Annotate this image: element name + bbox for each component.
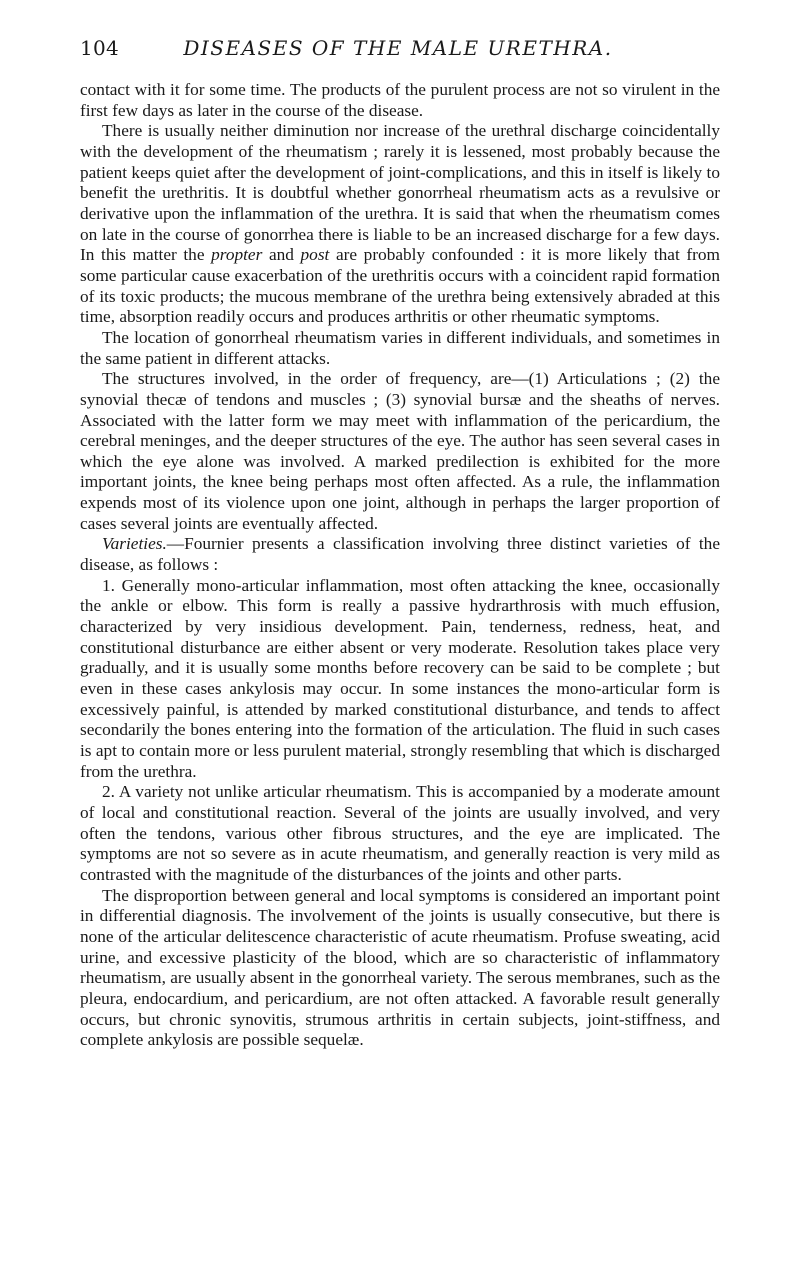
section-label: Varieties. <box>102 534 167 554</box>
paragraph-text: are probably confounded : it is more likely that from some particular cause exacerbation of the urethritis occurs with a coincident rapid formation of its toxic products; the mucous membrane of the urethra being extensively abraded at this time, absorption readily occurs and produces arthritis or other rheumatic symptoms. <box>80 245 720 327</box>
paragraph: The structures involved, in the order of frequency, are—(1) Articulations ; (2) the synovial thecæ of tendons and muscles ; (3) synovial bursæ and the sheaths of nerves. Associated with the latter form we may meet with inflammation of the pericardium, the cerebral meninges, and the deeper structures of the eye. The author has seen several cases in which the eye alone was involved. A marked predilection is exhibited for the more important joints, the knee being perhaps most often affected. As a rule, the inflammation expends most of its violence upon one joint, although in perhaps the larger proportion of cases several joints are eventually affected. <box>80 369 720 533</box>
page-number: 104 <box>80 36 120 60</box>
page-header <box>80 34 716 64</box>
paragraph: 1. Generally mono-articular inflammation, most often attacking the knee, occasionally the ankle or elbow. This form is really a passive hydrarthrosis with much effusion, characterized by very insidious development. Pain, tenderness, redness, heat, and constitutional disturbance are either absent or very moderate. Resolution takes place very gradually, and it is usually some months before recovery can be said to be complete ; but even in these cases ankylosis may occur. In some instances the mono-articular form is excessively painful, is attended by marked constitutional disturbance, and tends to affect secondarily the bones entering into the formation of the articulation. The fluid in such cases is apt to contain more or less purulent material, strongly resembling that which is discharged from the urethra. <box>80 575 720 781</box>
body-text <box>80 80 720 1051</box>
paragraph: contact with it for some time. The products of the purulent process are not so virulent in the first few days as later in the course of the disease. <box>80 80 720 120</box>
paragraph-text: —Fournier presents a classification involving three distinct varieties of the disease, as follows : <box>80 534 720 575</box>
paragraph <box>80 534 720 575</box>
paragraph: The disproportion between general and local symptoms is considered an important point in differential diagnosis. The involvement of the joints is usually consecutive, but there is none of the articular delitescence characteristic of acute rheumatism. Profuse sweating, acid urine, and excessive plasticity of the blood, which are so characteristic of inflammatory rheumatism, are usually absent in the gonorrheal variety. The serous membranes, such as the pleura, endocardium, and pericardium, are not often attacked. A favorable result generally occurs, but chronic synovitis, strumous arthritis in certain subjects, joint-stiffness, and complete ankylosis are possible sequelæ. <box>80 885 720 1050</box>
running-title: DISEASES OF THE MALE URETHRA. <box>183 36 613 60</box>
italic-term: post <box>300 245 330 265</box>
paragraph: 2. A variety not unlike articular rheumatism. This is accompanied by a moderate amount of local and constitutional reaction. Several of the joints are usually involved, and very often the tendons, various other fibrous structures, and the eye are implicated. The symptoms are not so severe as in acute rheumatism, and generally reaction is very mild as contrasted with the magnitude of the disturbances of the joints and other parts. <box>80 782 720 884</box>
paragraph: The location of gonorrheal rheumatism varies in different individuals, and sometimes in the same patient in different attacks. <box>80 327 720 368</box>
paragraph-text: and <box>268 245 294 265</box>
italic-term: propter <box>211 245 263 265</box>
paragraph <box>80 121 720 328</box>
paragraph-text: There is usually neither diminution nor increase of the urethral discharge coincidentally with the development of the rheumatism ; rarely it is lessened, most probably because the patient keeps quiet after the development of joint-complications, and this in itself is likely to benefit the urethritis. It is doubtful whether gonorrheal rheumatism acts as a revulsive or derivative upon the inflammation of the urethra. It is said that when the rheumatism comes on late in the course of gonorrhea there is liable to be an increased discharge for a few days. In this matter the <box>80 121 720 265</box>
